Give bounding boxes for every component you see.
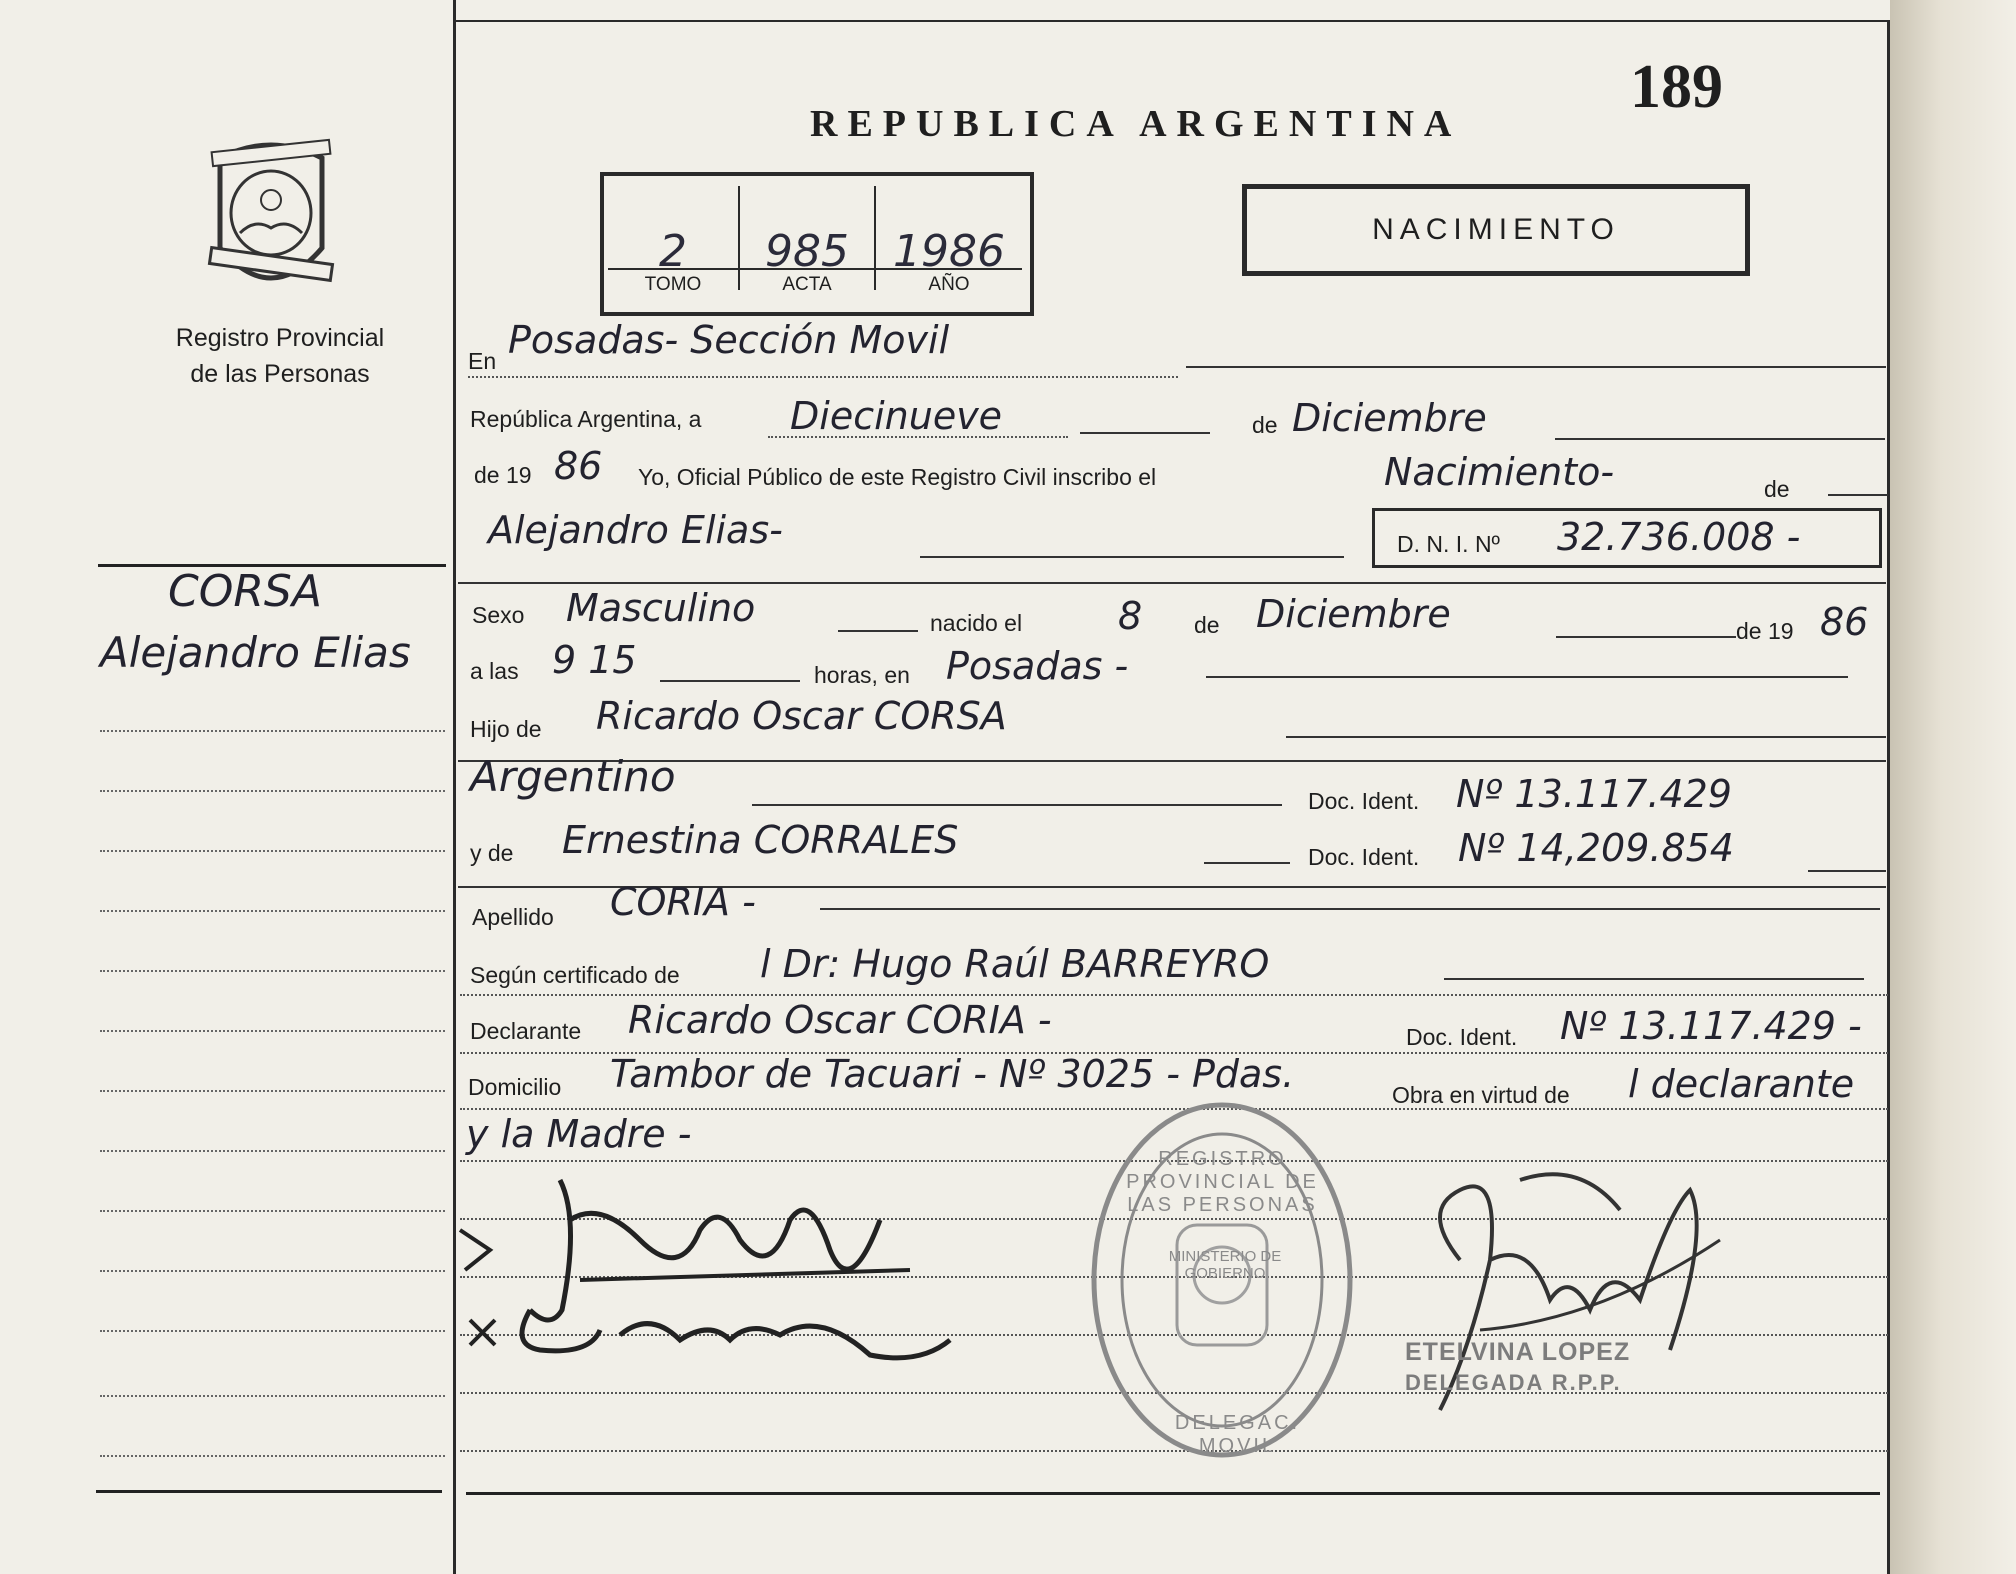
dni-box <box>1372 508 1882 568</box>
acta-cell <box>740 186 876 295</box>
tomo-label: TOMO <box>608 268 738 296</box>
day-words-value: Diecinueve <box>790 394 1003 438</box>
stamp-inner-text: MINISTERIO DE GOBIERNO <box>1168 1248 1282 1282</box>
margin-line <box>100 1330 445 1332</box>
fill-line <box>458 582 1886 584</box>
doc-ident-label: Doc. Ident. <box>1308 788 1420 814</box>
fill-line <box>1828 494 1888 496</box>
birth-year-prefix: de 19 <box>1736 618 1794 644</box>
fill-line <box>1808 870 1886 872</box>
de-label-2: de <box>1194 612 1220 638</box>
bottom-rule <box>466 1492 1880 1495</box>
fill-line <box>1080 432 1210 434</box>
margin-line <box>100 850 445 852</box>
nacido-label: nacido el <box>930 610 1023 636</box>
father-doc-value: Nº 13.117.429 <box>1456 772 1732 816</box>
continuation-value: y la Madre - <box>466 1112 692 1156</box>
acta-label: ACTA <box>740 268 874 296</box>
folio-number: 189 <box>1630 53 1723 121</box>
declarant-value: Ricardo Oscar CORIA - <box>628 998 1052 1042</box>
declarante-label: Declarante <box>470 1018 582 1044</box>
acta-value: 985 <box>765 226 849 277</box>
ano-cell <box>876 186 1022 295</box>
fill-line <box>820 908 1880 910</box>
margin-line <box>100 1030 445 1032</box>
margin-line <box>100 1395 445 1397</box>
margin-line <box>100 730 445 732</box>
place-value: Posadas- Sección Movil <box>508 318 950 362</box>
registry-title-line2: de las Personas <box>190 360 370 388</box>
sexo-label: Sexo <box>472 602 525 628</box>
margin-bottom-rule <box>96 1490 442 1493</box>
tomo-value: 2 <box>659 226 687 277</box>
republic-label: República Argentina, a <box>470 406 702 432</box>
father-nationality-value: Argentino <box>470 752 676 801</box>
official-role: DELEGADA R.P.P. <box>1405 1370 1622 1395</box>
segun-label: Según certificado de <box>470 962 680 988</box>
en-label: En <box>468 348 497 374</box>
act-value: Nacimiento- <box>1384 450 1615 494</box>
de-label: de <box>1252 412 1278 438</box>
province-seal-icon <box>200 138 342 298</box>
registry-title-line1: Registro Provincial <box>175 324 385 352</box>
margin-line <box>100 970 445 972</box>
birth-place-value: Posadas - <box>946 644 1129 688</box>
surname-value: CORIA - <box>610 880 756 924</box>
fill-line <box>1206 676 1848 678</box>
tomo-cell <box>608 186 740 295</box>
top-border <box>456 20 1890 22</box>
doc-ident-label-3: Doc. Ident. <box>1406 1024 1518 1050</box>
fill-line <box>838 630 918 632</box>
a-las-label: a las <box>470 658 519 684</box>
horas-label: horas, en <box>814 662 910 688</box>
hour-value: 9 15 <box>552 638 637 682</box>
margin-surname: CORSA <box>168 566 322 617</box>
obra-label: Obra en virtud de <box>1392 1082 1570 1108</box>
officer-text: Yo, Oficial Público de este Registro Civil inscribo el <box>638 464 1157 490</box>
fill-line <box>752 804 1282 806</box>
sex-value: Masculino <box>566 586 756 630</box>
fill-line <box>1286 736 1886 738</box>
father-value: Ricardo Oscar CORSA <box>596 694 1007 738</box>
mother-doc-value: Nº 14,209.854 <box>1458 826 1734 870</box>
hijo-label: Hijo de <box>470 716 542 742</box>
ano-value: 1986 <box>893 226 1005 277</box>
margin-line <box>100 1150 445 1152</box>
fill-line <box>768 436 1068 438</box>
fill-line <box>660 680 800 682</box>
record-type-box: NACIMIENTO <box>1242 184 1750 276</box>
margin-names: Alejandro Elias <box>100 628 411 677</box>
declarant-signature-icon <box>450 1160 970 1380</box>
y-de-label: y de <box>470 840 514 866</box>
fill-line <box>1556 636 1736 638</box>
certificate-value: l Dr: Hugo Raúl BARREYRO <box>760 942 1270 986</box>
year-prefix: de 19 <box>474 462 532 488</box>
address-value: Tambor de Tacuari - Nº 3025 - Pdas. <box>610 1052 1295 1096</box>
margin-line <box>100 1090 445 1092</box>
domicilio-label: Domicilio <box>468 1074 562 1100</box>
page-edge <box>1890 0 2016 1574</box>
doc-ident-label-2: Doc. Ident. <box>1308 844 1420 870</box>
by-virtue-value: l declarante <box>1628 1062 1855 1106</box>
fill-line <box>1204 862 1290 864</box>
margin-line <box>100 910 445 912</box>
birth-month-value: Diciembre <box>1256 592 1451 636</box>
fill-line <box>468 376 1178 378</box>
margin-line <box>100 1455 445 1457</box>
apellido-label: Apellido <box>472 904 554 930</box>
birth-year-suffix-value: 86 <box>1820 600 1869 644</box>
fill-line <box>1555 438 1885 440</box>
margin-line <box>100 1210 445 1212</box>
stamp-ring-text: REGISTRO PROVINCIAL DE LAS PERSONAS <box>1126 1148 1319 1216</box>
de2-label: de <box>1764 476 1790 502</box>
dni-label: D. N. I. Nº <box>1397 531 1500 557</box>
birth-day-value: 8 <box>1118 594 1143 638</box>
year-suffix-value: 86 <box>554 444 603 488</box>
official-name: ETELVINA LOPEZ <box>1405 1338 1631 1366</box>
fill-line <box>1444 978 1864 980</box>
fill-line <box>460 994 1888 996</box>
child-name-value: Alejandro Elias- <box>488 508 783 552</box>
stamp-bottom-text: DELEGAC. MOVIL <box>1174 1412 1301 1457</box>
record-id-box <box>600 172 1034 316</box>
fill-line <box>920 556 1344 558</box>
declarant-doc-value: Nº 13.117.429 - <box>1560 1004 1862 1048</box>
fill-line <box>1186 366 1886 368</box>
registry-title <box>120 320 440 392</box>
dni-value: 32.736.008 - <box>1557 515 1801 559</box>
mother-value: Ernestina CORRALES <box>562 818 959 862</box>
margin-line <box>100 790 445 792</box>
month-value: Diciembre <box>1292 396 1487 440</box>
country-heading: REPUBLICA ARGENTINA <box>810 103 1462 145</box>
ano-label: AÑO <box>876 268 1022 296</box>
margin-line <box>100 1270 445 1272</box>
